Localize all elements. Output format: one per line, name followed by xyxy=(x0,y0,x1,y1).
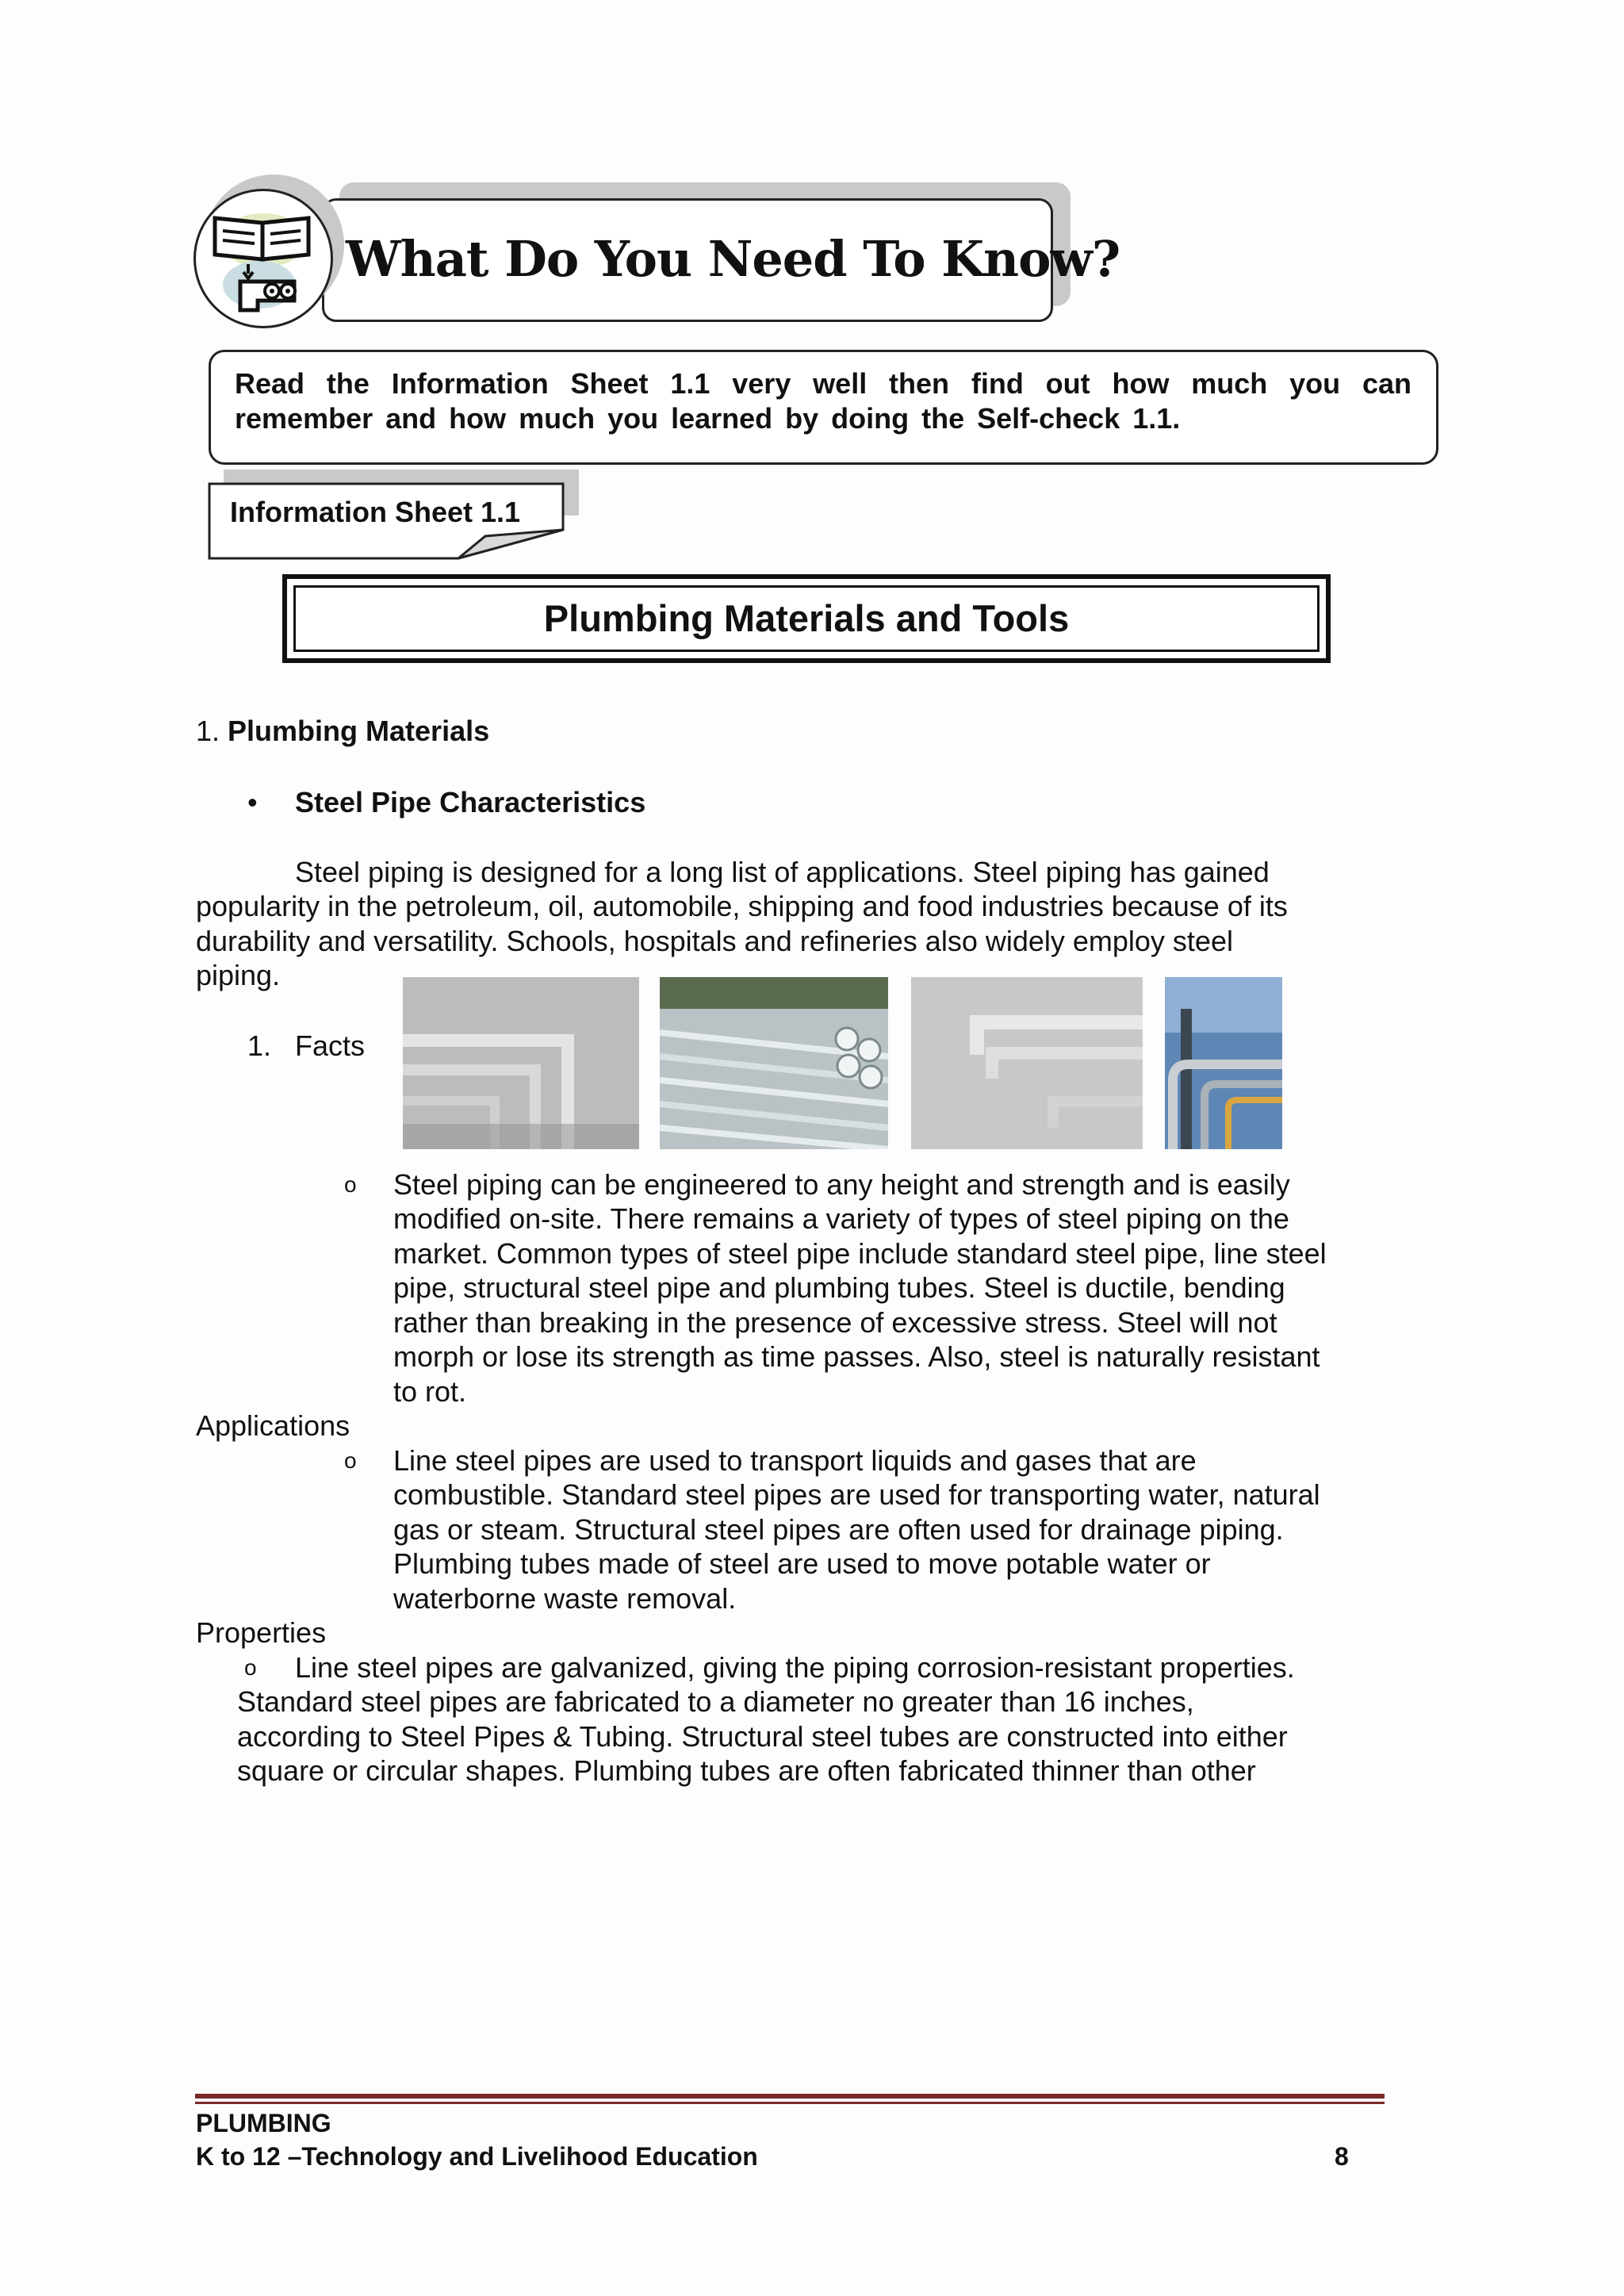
facts-number: 1. xyxy=(247,1029,272,1062)
footer-program: K to 12 –Technology and Livelihood Education xyxy=(196,2142,758,2171)
properties-line: Standard steel pipes are fabricated to a diameter no greater than 16 inches, xyxy=(237,1685,1194,1718)
facts-line: market. Common types of steel pipe include standard steel pipe, line steel xyxy=(393,1237,1327,1270)
applications-line: waterborne waste removal. xyxy=(393,1582,737,1615)
section-heading xyxy=(196,714,489,749)
applications-line: gas or steam. Structural steel pipes are often used for drainage piping. xyxy=(393,1513,1284,1546)
footer-subject: PLUMBING xyxy=(196,2109,331,2137)
properties-line: square or circular shapes. Plumbing tubes are often fabricated thinner than other xyxy=(237,1754,1256,1787)
properties-line: Line steel pipes are galvanized, giving the piping corrosion-resistant properties. xyxy=(295,1651,1295,1684)
applications-line: combustible. Standard steel pipes are used for transporting water, natural xyxy=(393,1478,1320,1511)
properties-label: Properties xyxy=(196,1616,327,1649)
information-sheet-label: Information Sheet 1.1 xyxy=(230,496,521,528)
footer-rule xyxy=(195,2094,1385,2099)
open-book-reader-icon xyxy=(196,191,331,326)
facts-label: Facts xyxy=(295,1029,366,1062)
facts-line: Steel piping can be engineered to any height and strength and is easily xyxy=(393,1168,1290,1201)
reading-icon-circle xyxy=(193,189,333,328)
intro-line: durability and versatility. Schools, hospitals and refineries also widely employ steel xyxy=(196,925,1233,957)
pipe-photo-industrial xyxy=(1165,977,1282,1149)
intro-line: piping. xyxy=(196,959,281,991)
facts-line: morph or lose its strength as time passes. Also, steel is naturally resistant xyxy=(393,1340,1320,1373)
applications-line: Line steel pipes are used to transport liquids and gases that are xyxy=(393,1444,1197,1477)
footer-rule-thin xyxy=(195,2102,1385,2104)
sub-bullet: o xyxy=(244,1655,257,1680)
applications-line: Plumbing tubes made of steel are used to move potable water or xyxy=(393,1547,1211,1580)
facts-line: modified on-site. There remains a variety of types of steel piping on the xyxy=(393,1202,1289,1235)
bullet-symbol: • xyxy=(247,786,258,818)
pipe-photo-wall-elbows xyxy=(911,977,1143,1149)
pipe-photo-wall-corner xyxy=(403,977,639,1149)
instruction-text: Read the Information Sheet 1.1 very well then find out how much you can remember and how much you learned by doing the Self-check 1.1. xyxy=(235,367,1411,435)
page-number: 8 xyxy=(1335,2142,1349,2171)
section-title: Plumbing Materials xyxy=(228,715,490,747)
facts-line: pipe, structural steel pipe and plumbing tubes. Steel is ductile, bending xyxy=(393,1271,1285,1304)
sub-bullet: o xyxy=(344,1448,357,1473)
properties-line: according to Steel Pipes & Tubing. Structural steel tubes are constructed into either xyxy=(237,1720,1288,1753)
banner-title: What Do You Need To Know? xyxy=(346,230,1120,288)
pipe-photo-stacked-pipes xyxy=(660,977,888,1149)
facts-line: to rot. xyxy=(393,1375,467,1408)
section-number: 1. xyxy=(196,715,220,747)
subsection-title: Steel Pipe Characteristics xyxy=(295,786,646,818)
applications-label: Applications xyxy=(196,1409,350,1442)
document-title: Plumbing Materials and Tools xyxy=(543,597,1070,639)
sub-bullet: o xyxy=(344,1172,357,1197)
intro-line: popularity in the petroleum, oil, automobile, shipping and food industries because of its xyxy=(196,890,1288,922)
intro-line: Steel piping is designed for a long list of applications. Steel piping has gained xyxy=(295,856,1270,888)
facts-line: rather than breaking in the presence of excessive stress. Steel will not xyxy=(393,1306,1277,1339)
